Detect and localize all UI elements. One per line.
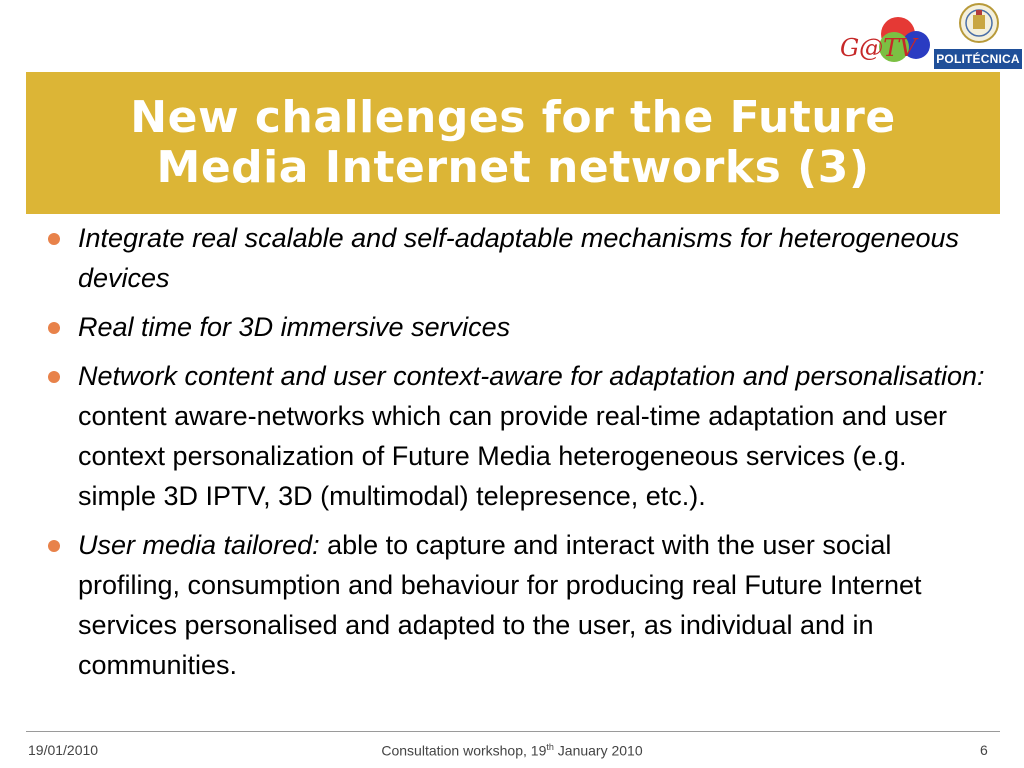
bullet-italic-text: Real time for 3D immersive services [78, 312, 511, 342]
bullet-item [48, 356, 988, 516]
gatv-logo-text: G@TV [840, 34, 917, 62]
bullet-item [48, 218, 988, 298]
bullet-icon [48, 540, 60, 552]
bullet-list [48, 218, 988, 694]
upm-logo-band: POLITÉCNICA [934, 49, 1022, 69]
footer-event-text-end: January 2010 [553, 742, 643, 759]
bullet-text: content aware-networks which can provide real-time adaptation and user context personalization of Future Media heterogeneous services (e.g. simple 3D IPTV, 3D (multimodal) telepresence, etc.). [78, 401, 947, 511]
title-bar [26, 72, 1000, 214]
footer-date: 19/01/2010 [28, 742, 99, 758]
bullet-text: able to capture and interact with the user social profiling, consumption and behaviour for producing real Future Internet services personalised and adapted to the user, as individual and in communities. [78, 530, 922, 680]
bullet-icon [48, 371, 60, 383]
bullet-icon [48, 233, 60, 245]
bullet-italic-text: User media tailored: [78, 530, 320, 560]
slide-title [130, 93, 895, 193]
slide-title-line1: New challenges for the Future [130, 92, 896, 143]
slide-title-line2: Media Internet networks (3) [156, 142, 870, 193]
page-number: 6 [980, 742, 988, 758]
footer-event [0, 742, 1024, 759]
bullet-italic-text: Integrate real scalable and self-adaptable mechanisms for heterogeneous devices [78, 223, 960, 293]
bullet-item [48, 307, 988, 347]
gatv-logo [826, 14, 936, 70]
bullet-item [48, 525, 988, 685]
footer-divider [26, 731, 1000, 732]
bullet-icon [48, 322, 60, 334]
footer-event-text: Consultation workshop, 19 [381, 742, 547, 759]
upm-logo [934, 0, 1022, 72]
university-crest-icon [958, 2, 1000, 48]
footer-event-sup: th [546, 742, 554, 752]
bullet-italic-text: Network content and user context-aware for adaptation and personalisation: [78, 361, 985, 391]
